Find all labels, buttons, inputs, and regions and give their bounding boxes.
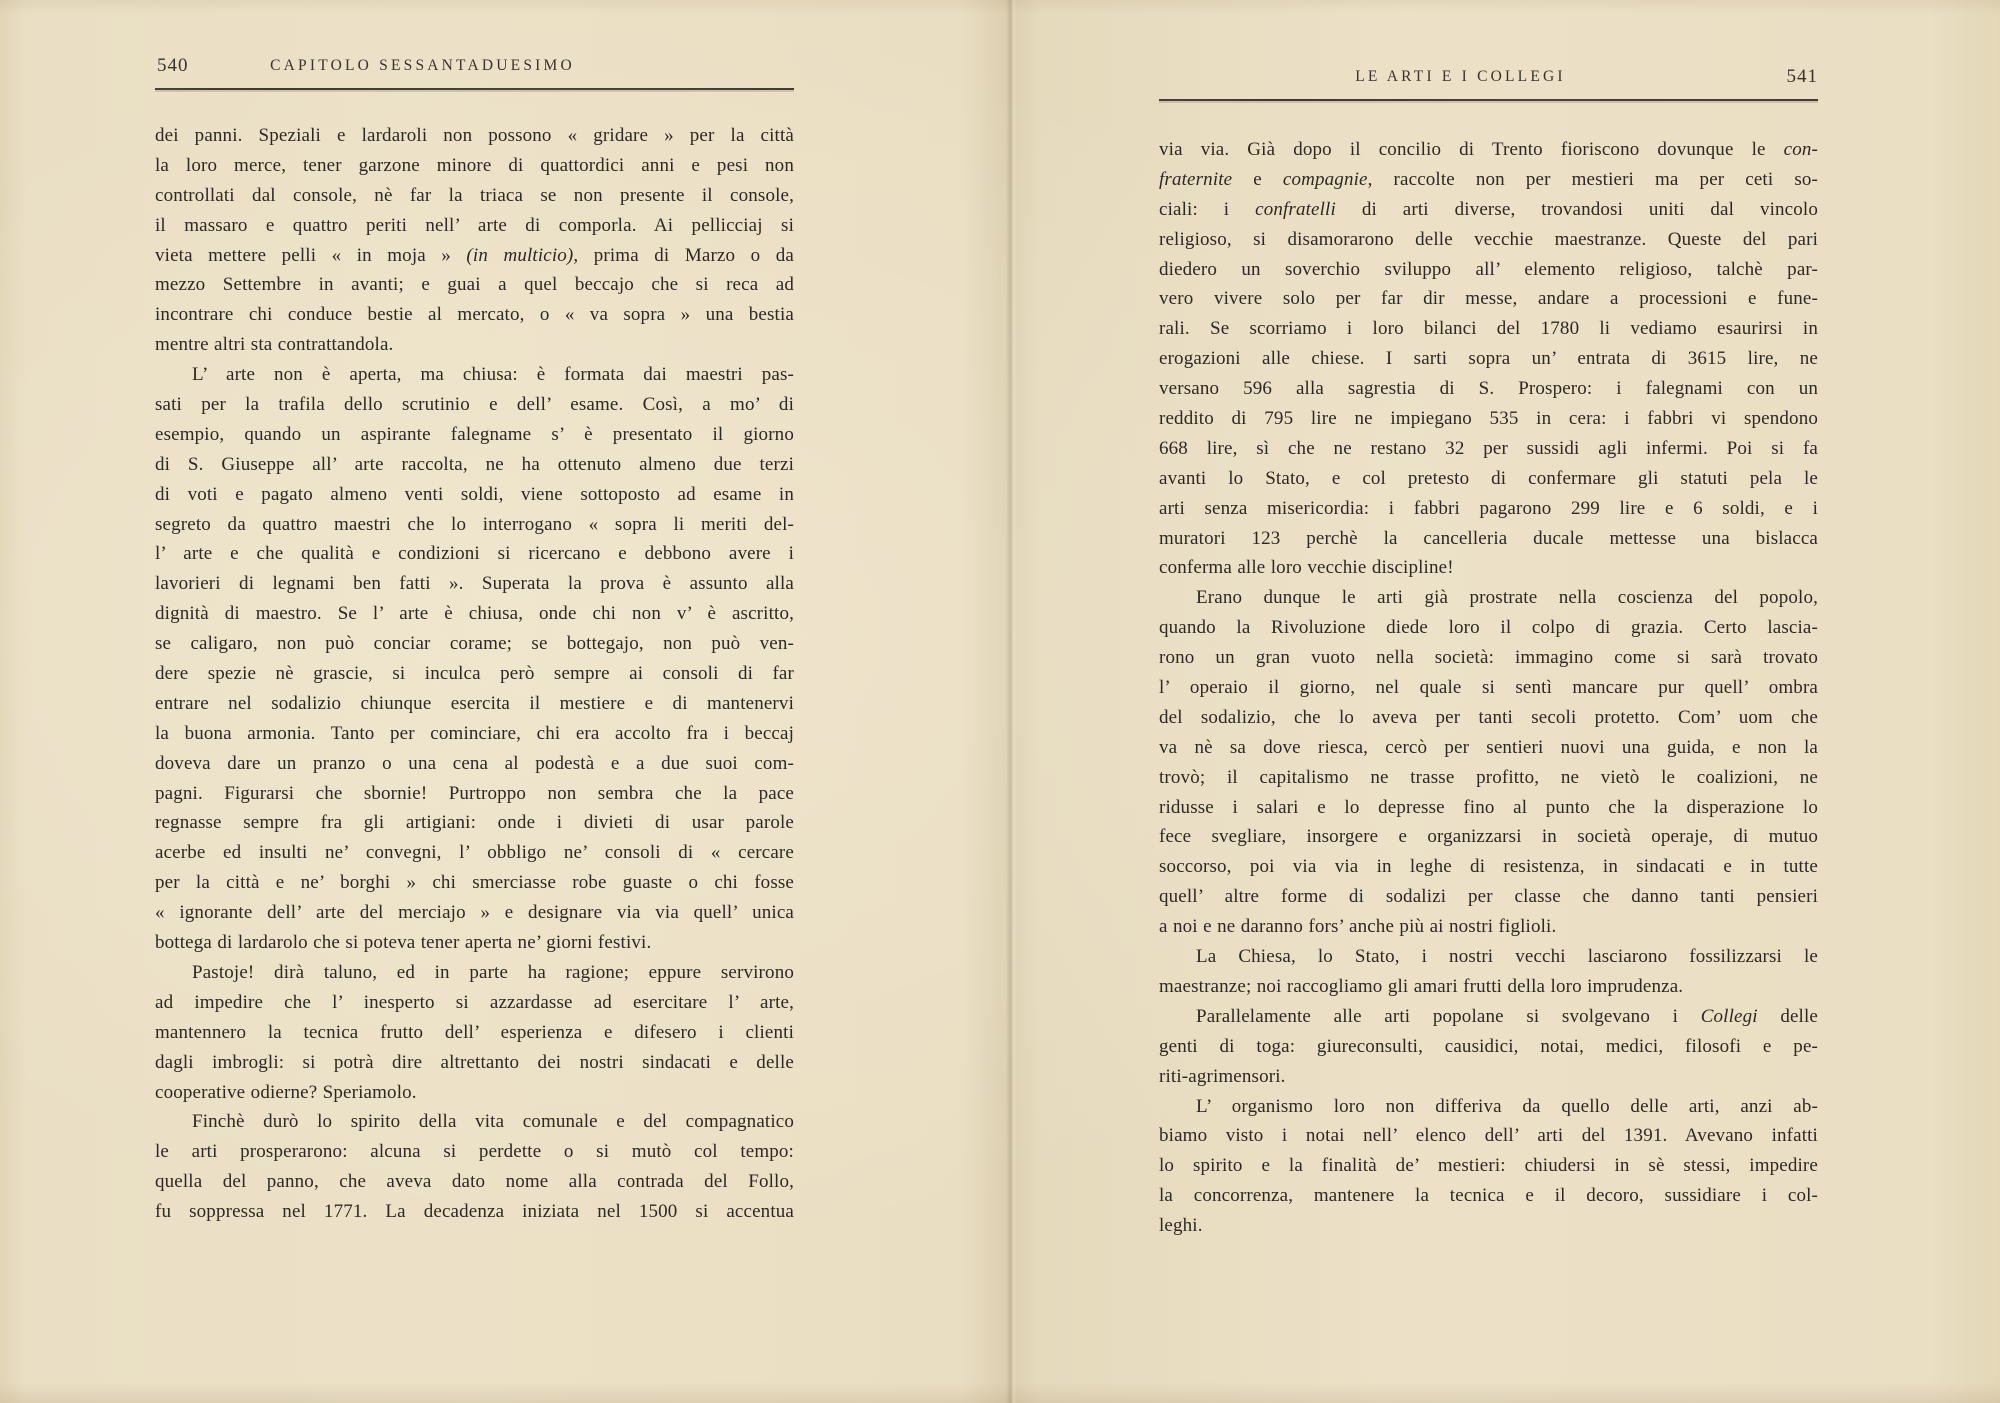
italic-text-run: fraternite	[1159, 168, 1233, 190]
text-run: esempio, quando un aspirante falegname s’ è presentato il giorno	[155, 423, 794, 445]
text-line	[155, 1167, 794, 1197]
text-line	[155, 390, 794, 420]
text-run: mentre altri sta contrattandola.	[155, 334, 394, 356]
text-line	[1159, 464, 1818, 494]
text-run: L’ arte non è aperta, ma chiusa: è formata dai maestri pas-	[192, 364, 794, 386]
text-run: diedero un soverchio sviluppo all’ elemento religioso, talchè par-	[1159, 258, 1818, 280]
text-line	[155, 958, 794, 988]
text-run: l’ operaio il giorno, nel quale si sentì mancare pur quell’ ombra	[1159, 677, 1818, 699]
text-line	[155, 181, 794, 211]
text-run: Parallelamente alle arti popolane si svolgevano i	[1196, 1005, 1701, 1027]
text-line	[1159, 852, 1818, 882]
text-line	[155, 719, 794, 749]
text-run: controllati dal console, nè far la triaca se non presente il console,	[155, 184, 794, 206]
text-line	[1159, 1062, 1818, 1092]
text-line	[155, 898, 794, 928]
text-run: avanti lo Stato, e col pretesto di confermare gli statuti pela le	[1159, 467, 1818, 489]
text-run: lo spirito e la finalità de’ mestieri: chiudersi in sè stessi, impedire	[1159, 1155, 1818, 1177]
left-running-title: CAPITOLO SESSANTADUESIMO	[270, 57, 575, 74]
text-line	[1159, 434, 1818, 464]
text-line	[1159, 972, 1818, 1002]
left-page-header	[155, 55, 794, 81]
text-run: se caligaro, non può conciar corame; se bottegajo, non può ven-	[155, 633, 794, 655]
text-run: entrare nel sodalizio chiunque esercita il mestiere e di mantenervi	[155, 692, 794, 714]
text-run: « ignorante dell’ arte del merciajo » e designare via via quell’ unica	[155, 902, 794, 924]
text-run: reddito di 795 lire ne impiegano 535 in cera: i fabbri vi spendono	[1159, 408, 1818, 430]
text-line	[1159, 314, 1818, 344]
text-run: erogazioni alle chiese. I sarti sopra un’ entrata di 3615 lire, ne	[1159, 348, 1818, 370]
left-page-number: 540	[157, 55, 189, 76]
text-run: ciali: i	[1159, 198, 1256, 220]
text-run: per la città e ne’ borghi » chi smerciasse robe guaste o chi fosse	[155, 872, 794, 894]
text-run: rono un gran vuoto nella società: immagino come si sarà trovato	[1159, 647, 1818, 669]
text-run: versano 596 alla sagrestia di S. Prospero: i falegnami con un	[1159, 378, 1818, 400]
text-line	[1159, 553, 1818, 583]
text-run: di arti diverse, trovandosi uniti dal vincolo	[1335, 198, 1818, 220]
text-line	[1159, 1121, 1818, 1151]
text-line	[1159, 344, 1818, 374]
italic-text-run: Collegi	[1700, 1005, 1758, 1027]
text-line	[1159, 374, 1818, 404]
text-run: trovò; il capitalismo ne trasse profitto, ne vietò le coalizioni, ne	[1159, 766, 1818, 788]
text-run: fu soppressa nel 1771. La decadenza iniziata nel 1500 si accentua	[155, 1201, 794, 1223]
text-run: la loro merce, tener garzone minore di quattordici anni e pesi non	[155, 154, 794, 176]
text-line	[155, 480, 794, 510]
text-run: vero vivere solo per far dir messe, andare a processioni e fune-	[1159, 288, 1818, 310]
text-line	[1159, 822, 1818, 852]
text-run: dei panni. Speziali e lardaroli non possono « gridare » per la città	[155, 125, 794, 146]
text-line	[155, 808, 794, 838]
text-line	[1159, 703, 1818, 733]
text-line	[155, 420, 794, 450]
text-line	[155, 450, 794, 480]
text-line	[1159, 284, 1818, 314]
right-page-header	[1159, 66, 1818, 92]
text-run: a noi e ne daranno fors’ anche più ai nostri figlioli.	[1159, 916, 1557, 938]
text-run: L’ organismo loro non differiva da quello delle arti, anzi ab-	[1196, 1095, 1818, 1117]
text-line	[155, 1137, 794, 1167]
text-line	[1159, 1211, 1818, 1241]
text-line	[1159, 1032, 1818, 1062]
text-run: genti di toga: giureconsulti, causidici, notai, medici, filosofi e pe-	[1159, 1035, 1818, 1057]
left-header-rule	[155, 88, 794, 90]
text-line	[1159, 1151, 1818, 1181]
text-run: dagli imbrogli: si potrà dire altrettanto dei nostri sindacati e delle	[155, 1051, 794, 1073]
text-run: le arti prosperarono: alcuna si perdette o si mutò col tempo:	[155, 1141, 794, 1163]
text-run: arti senza misericordia: i fabbri pagarono 299 lire e 6 soldi, e i	[1159, 497, 1818, 519]
text-line	[1159, 1002, 1818, 1032]
left-page-text	[155, 121, 794, 1227]
text-run: La Chiesa, lo Stato, i nostri vecchi lasciarono fossilizzarsi le	[1196, 946, 1818, 968]
text-run: fece svegliare, insorgere e organizzarsi in società operaje, di mutuo	[1159, 826, 1818, 848]
text-run: mantennero la tecnica frutto dell’ esperienza e difesero i clienti	[155, 1021, 794, 1043]
text-line	[1159, 793, 1818, 823]
text-run: leghi.	[1159, 1215, 1203, 1237]
text-run: ridusse i salari e lo depresse fino al punto che la disperazione lo	[1159, 796, 1818, 818]
text-line	[155, 928, 794, 958]
text-run: il massaro e quattro periti nell’ arte di comporla. Ai pellicciaj si	[155, 214, 794, 236]
text-run: vieta mettere pelli « in moja »	[155, 244, 467, 266]
text-line	[155, 270, 794, 300]
text-run: maestranze; noi raccogliamo gli amari frutti della loro imprudenza.	[1159, 975, 1684, 997]
text-run: Erano dunque le arti già prostrate nella coscienza del popolo,	[1196, 587, 1818, 609]
text-run: incontrare chi conduce bestie al mercato, o « va sopra » una bestia	[155, 304, 794, 326]
text-run: la buona armonia. Tanto per cominciare, chi era accolto fra i beccaj	[155, 722, 794, 744]
text-line	[1159, 643, 1818, 673]
text-run: religioso, si disamorarono delle vecchie maestranze. Queste del pari	[1159, 228, 1818, 250]
text-line	[155, 241, 794, 271]
text-run: Finchè durò lo spirito della vita comunale e del compagnatico	[192, 1111, 794, 1133]
text-line	[1159, 135, 1818, 165]
left-page	[155, 55, 794, 1227]
text-line	[1159, 1092, 1818, 1122]
text-line	[1159, 583, 1818, 613]
italic-text-run: compagnie	[1282, 168, 1368, 190]
book-gutter-shadow	[1006, 0, 1016, 1403]
text-run: bottega di lardarolo che si poteva tener aperta ne’ giorni festivi.	[155, 932, 652, 954]
text-line	[155, 689, 794, 719]
text-line	[1159, 404, 1818, 434]
text-line	[1159, 494, 1818, 524]
text-run: delle	[1757, 1005, 1818, 1027]
text-line	[1159, 195, 1818, 225]
text-run: , prima di Marzo o da	[573, 244, 794, 266]
text-line	[155, 121, 794, 151]
text-line	[155, 211, 794, 241]
text-run: muratori 123 perchè la cancelleria ducale mettesse una bislacca	[1159, 527, 1818, 549]
text-line	[1159, 225, 1818, 255]
text-run: ad impedire che l’ inesperto si azzardasse ad esercitare l’ arte,	[155, 991, 794, 1013]
text-line	[155, 629, 794, 659]
text-run: 668 lire, sì che ne restano 32 per sussidi agli infermi. Poi si fa	[1159, 437, 1818, 459]
text-line	[155, 510, 794, 540]
text-run: di voti e pagato almeno venti soldi, viene sottoposto ad esame in	[155, 483, 794, 505]
text-run: e	[1232, 168, 1283, 190]
italic-text-run: (in multicio)	[466, 244, 574, 266]
text-run: rali. Se scorriamo i loro bilanci del 1780 li vediamo esaurirsi in	[1159, 318, 1818, 340]
text-line	[155, 539, 794, 569]
text-run: regnasse sempre fra gli artigiani: onde i divieti di usar parole	[155, 812, 794, 834]
text-run: mezzo Settembre in avanti; e guai a quel beccajo che si reca ad	[155, 274, 794, 296]
text-line	[1159, 942, 1818, 972]
text-line	[155, 838, 794, 868]
text-run: Pastoje! dirà taluno, ed in parte ha ragione; eppure servirono	[192, 961, 794, 983]
text-run: segreto da quattro maestri che lo interrogano « sopra li meriti del-	[155, 513, 794, 535]
text-line	[155, 1197, 794, 1227]
text-line	[155, 1048, 794, 1078]
text-run: via via. Già dopo il concilio di Trento fioriscono dovunque le	[1159, 139, 1784, 160]
text-line	[155, 599, 794, 629]
text-run: di S. Giuseppe all’ arte raccolta, ne ha ottenuto almeno due terzi	[155, 453, 794, 475]
text-line	[155, 330, 794, 360]
text-line	[155, 1107, 794, 1137]
text-run: , raccolte non per mestieri ma per ceti so-	[1367, 168, 1818, 190]
text-run: riti-agrimensori.	[1159, 1065, 1286, 1087]
text-run: quando la Rivoluzione diede loro il colpo di grazia. Certo lascia-	[1159, 617, 1818, 639]
text-line	[1159, 1181, 1818, 1211]
text-line	[155, 659, 794, 689]
text-line	[1159, 673, 1818, 703]
text-run: pagni. Figurarsi che sbornie! Purtroppo non sembra che la pace	[155, 782, 794, 804]
text-line	[155, 1018, 794, 1048]
text-line	[155, 779, 794, 809]
text-line	[1159, 882, 1818, 912]
text-line	[155, 1078, 794, 1108]
right-page-text	[1159, 135, 1818, 1241]
text-run: l’ arte e che qualità e condizioni si ricercano e debbono avere i	[155, 543, 794, 565]
text-run: dere spezie nè grascie, si inculca però sempre ai consoli di far	[155, 663, 794, 685]
text-line	[1159, 733, 1818, 763]
text-line	[155, 300, 794, 330]
right-page	[1159, 66, 1818, 1241]
italic-text-run: con-	[1783, 139, 1818, 160]
text-run: quella del panno, che aveva dato nome alla contrada del Follo,	[155, 1171, 794, 1193]
text-line	[1159, 165, 1818, 195]
right-header-rule	[1159, 99, 1818, 101]
text-run: la concorrenza, mantenere la tecnica e il decoro, sussidiare i col-	[1159, 1185, 1818, 1207]
text-line	[1159, 613, 1818, 643]
text-run: cooperative odierne? Speriamolo.	[155, 1081, 417, 1103]
text-line	[1159, 255, 1818, 285]
text-run: del sodalizio, che lo aveva per tanti secoli protetto. Com’ uom che	[1159, 706, 1818, 728]
text-run: lavorieri di legnami ben fatti ». Superata la prova è assunto alla	[155, 573, 794, 595]
text-run: va nè sa dove riesca, cercò per sentieri nuovi una guida, e non la	[1159, 736, 1818, 758]
text-line	[1159, 912, 1818, 942]
right-running-title: LE ARTI E I COLLEGI	[1355, 68, 1566, 85]
text-line	[155, 988, 794, 1018]
text-line	[155, 360, 794, 390]
text-line	[1159, 524, 1818, 554]
text-run: quell’ altre forme di sodalizi per classe che danno tanti pensieri	[1159, 886, 1818, 908]
text-run: conferma alle loro vecchie discipline!	[1159, 557, 1454, 579]
text-line	[1159, 763, 1818, 793]
text-line	[155, 868, 794, 898]
italic-text-run: confratelli	[1255, 198, 1336, 220]
text-line	[155, 151, 794, 181]
text-run: biamo visto i notai nell’ elenco dell’ arti del 1391. Avevano infatti	[1159, 1125, 1818, 1147]
text-run: soccorso, poi via via in leghe di resistenza, in sindacati e in tutte	[1159, 856, 1818, 878]
text-line	[155, 569, 794, 599]
text-run: sati per la trafila dello scrutinio e dell’ esame. Così, a mo’ di	[155, 394, 794, 416]
text-run: acerbe ed insulti ne’ convegni, l’ obbligo ne’ consoli di « cercare	[155, 842, 794, 864]
text-run: doveva dare un pranzo o una cena al podestà e a due suoi com-	[155, 752, 794, 774]
text-line	[155, 749, 794, 779]
text-run: dignità di maestro. Se l’ arte è chiusa, onde chi non v’ è ascritto,	[155, 603, 794, 625]
right-page-number: 541	[1786, 66, 1818, 87]
